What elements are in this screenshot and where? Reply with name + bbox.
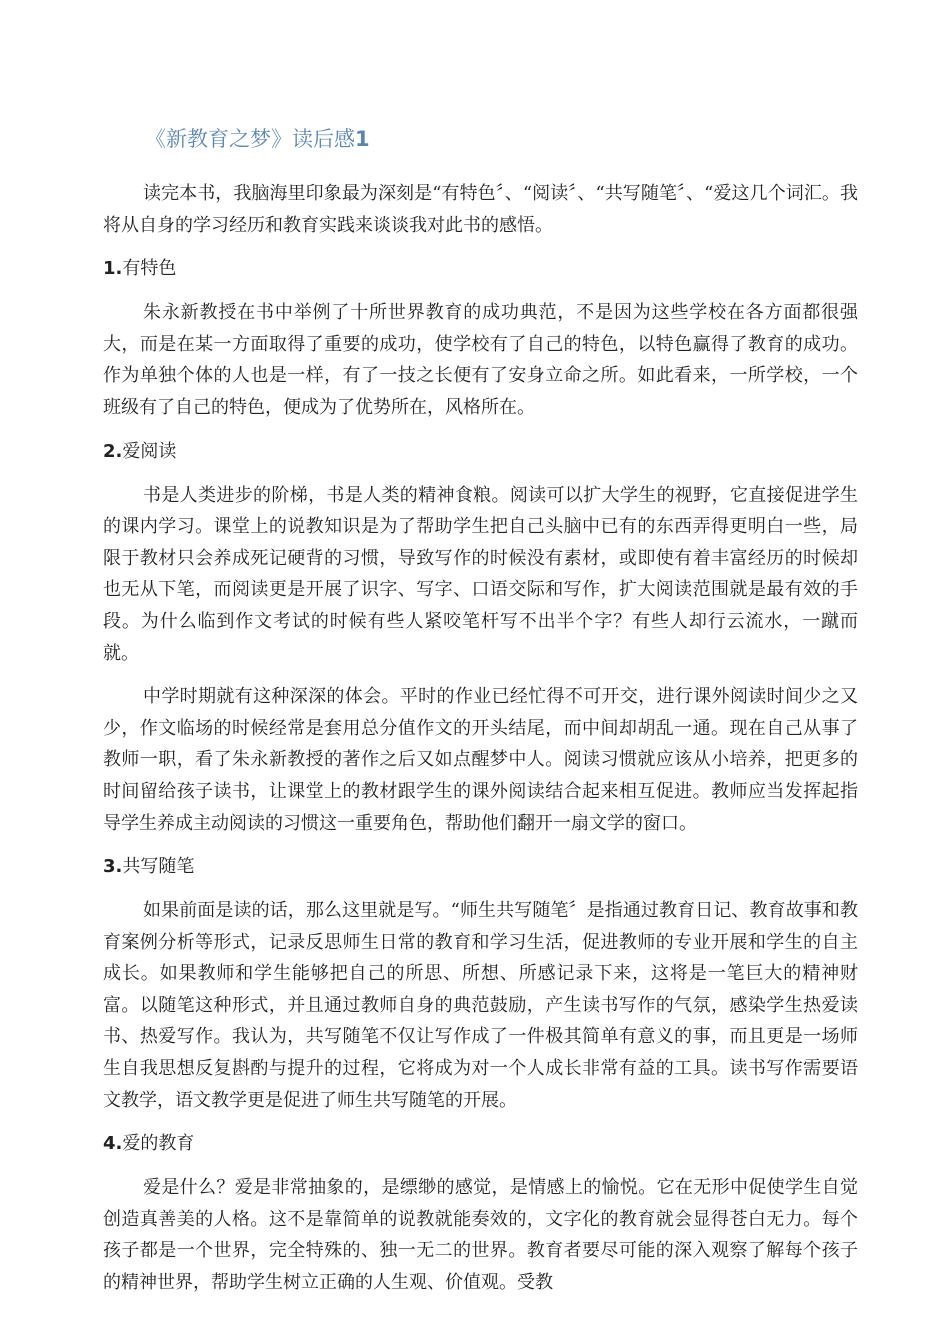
section-heading bbox=[103, 851, 858, 883]
section-number: 1. bbox=[103, 258, 123, 280]
section-paragraph: 书是人类进步的阶梯，书是人类的精神食粮。阅读可以扩大学生的视野，它直接促进学生的课内学习。课堂上的说教知识是为了帮助学生把自己头脑中已有的东西弄得更明白一些，局限于教材只会养成死记硬背的习惯，导致写作的时候没有素材，或即使有着丰富经历的时候却也无从下笔，而阅读更是开展了识字、写字、口语交际和写作，扩大阅读范围就是最有效的手段。为什么临到作文考试的时候有些人紧咬笔杆写不出半个字？有些人却行云流水，一蹴而就。 bbox=[103, 484, 858, 664]
section-number: 4. bbox=[103, 1133, 123, 1155]
title-text: 《新教育之梦》读后感 bbox=[145, 127, 355, 151]
section-title: 共写随笔 bbox=[122, 856, 195, 878]
section-title: 爱阅读 bbox=[122, 440, 177, 462]
section-title: 爱的教育 bbox=[122, 1133, 195, 1155]
intro-paragraph: 读完本书，我脑海里印象最为深刻是“有特色〞、“阅读〞、“共写随笔〞、“爱这几个词汇。我将从自身的学习经历和教育实践来谈谈我对此书的感悟。 bbox=[103, 183, 858, 236]
section-heading bbox=[103, 436, 858, 468]
section-number: 3. bbox=[103, 856, 123, 878]
section-1 bbox=[103, 253, 858, 423]
title-number: 1 bbox=[355, 127, 370, 151]
section-paragraph: 中学时期就有这种深深的体会。平时的作业已经忙得不可开交，进行课外阅读时间少之又少，作文临场的时候经常是套用总分值作文的开头结尾，而中间却胡乱一通。现在自己从事了教师一职，看了朱永新教授的著作之后又如点醒梦中人。阅读习惯就应该从小培养，把更多的时间留给孩子读书，让课堂上的教材跟学生的课外阅读结合起来相互促进。教师应当发挥起指导学生养成主动阅读的习惯这一重要角色，帮助他们翻开一扇文学的窗口。 bbox=[103, 686, 858, 834]
document-title bbox=[145, 122, 858, 156]
section-paragraph: 爱是什么？爱是非常抽象的，是缥缈的感觉，是情感上的愉悦。它在无形中促使学生自觉创造真善美的人格。这不是靠简单的说教就能奏效的，文字化的教育就会显得苍白无力。每个孩子都是一个世界，完全特殊的、独一无二的世界。教育者要尽可能的深入观察了解每个孩子的精神世界，帮助学生树立正确的人生观、价值观。受教 bbox=[103, 1177, 858, 1294]
section-paragraph: 朱永新教授在书中举例了十所世界教育的成功典范，不是因为这些学校在各方面都很强大，而是在某一方面取得了重要的成功，使学校有了自己的特色，以特色赢得了教育的成功。作为单独个体的人也是一样，有了一技之长便有了安身立命之所。如此看来，一所学校，一个班级有了自己的特色，便成为了优势所在，风格所在。 bbox=[103, 302, 858, 418]
section-heading bbox=[103, 253, 858, 285]
section-paragraph: 如果前面是读的话，那么这里就是写。“师生共写随笔〞是指通过教育日记、教育故事和教育案例分析等形式，记录反思师生日常的教育和学习生活，促进教师的专业开展和学生的自主成长。如果教师和学生能够把自己的所思、所想、所感记录下来，这将是一笔巨大的精神财富。以随笔这种形式，并且通过教师自身的典范鼓励，产生读书写作的气氛，感染学生热爱读书、热爱写作。我认为，共写随笔不仅让写作成了一件极其简单有意义的事，而且更是一场师生自我思想反复斟酌与提升的过程，它将成为对一个人成长非常有益的工具。读书写作需要语文教学，语文教学更是促进了师生共写随笔的开展。 bbox=[103, 900, 858, 1111]
section-2 bbox=[103, 436, 858, 840]
section-heading bbox=[103, 1128, 858, 1160]
section-4 bbox=[103, 1128, 858, 1298]
section-3 bbox=[103, 851, 858, 1116]
section-number: 2. bbox=[103, 440, 123, 462]
section-title: 有特色 bbox=[122, 258, 177, 280]
